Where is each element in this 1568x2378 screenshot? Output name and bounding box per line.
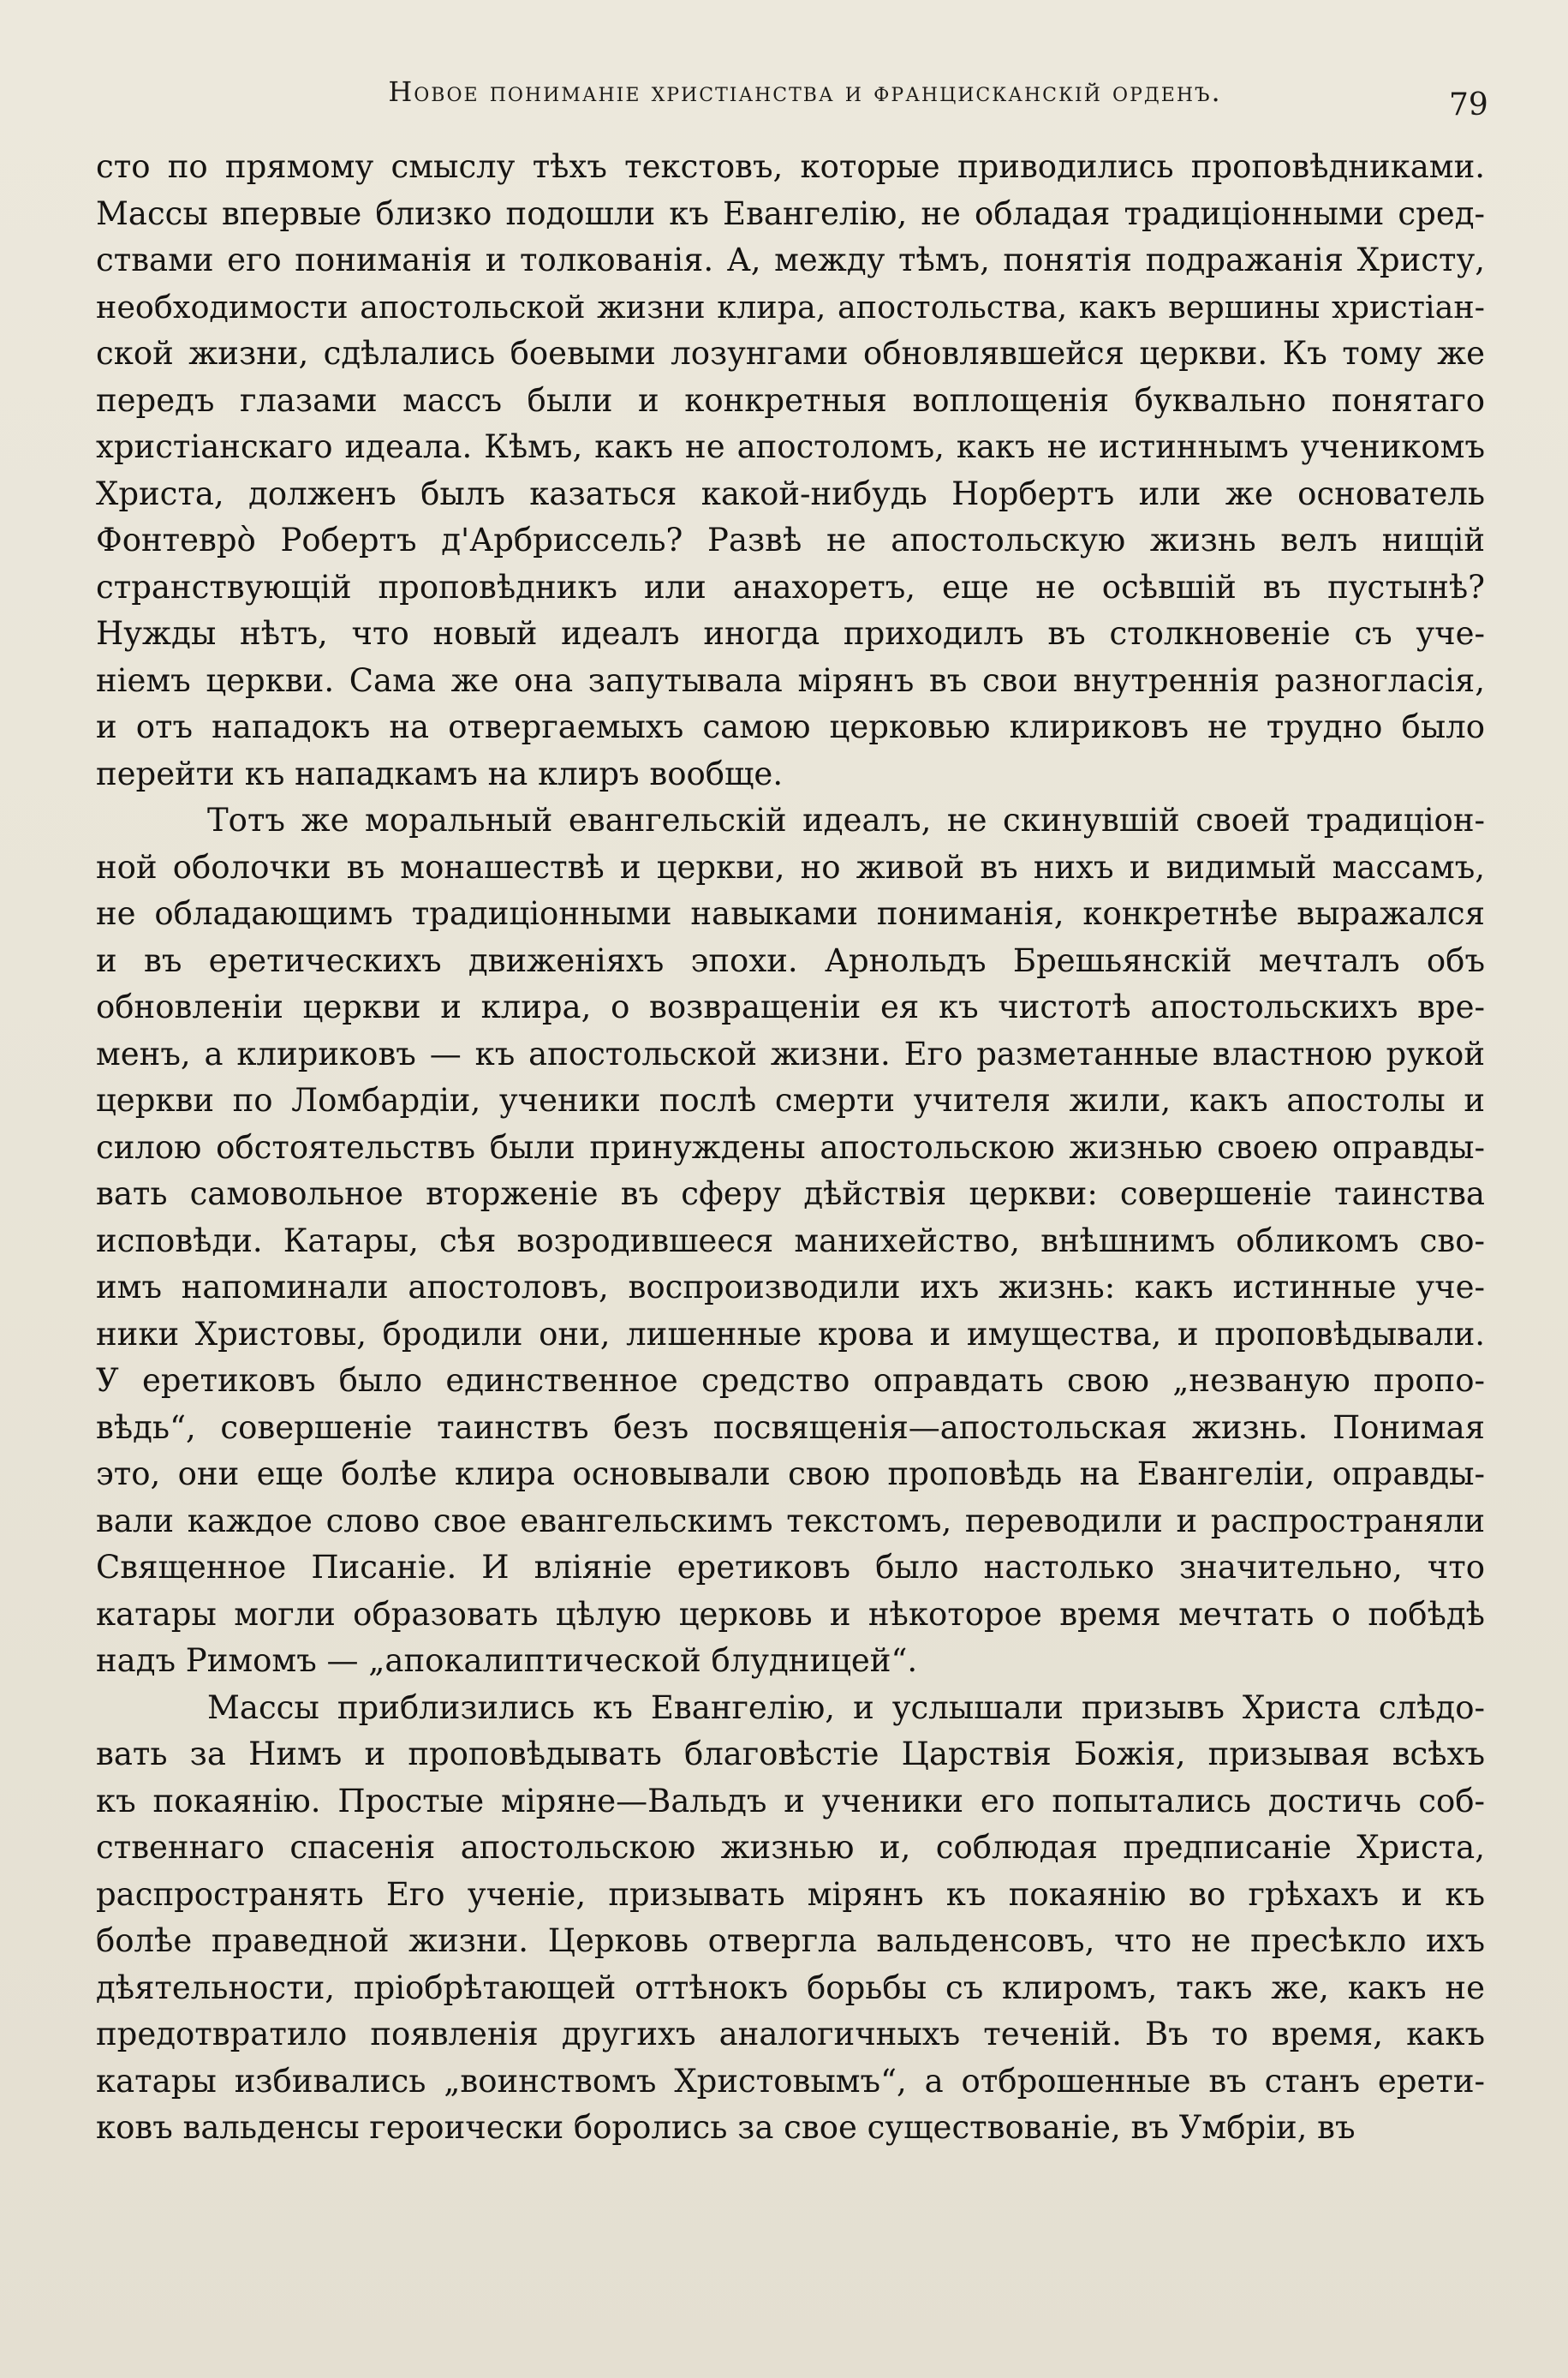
text-line: и въ еретическихъ движеніяхъ эпохи. Арнольдъ Брешьянскій мечталъ объ [96, 941, 1485, 979]
text-line: необходимости апостольской жизни клира, апостольства, какъ вершины христіан- [96, 288, 1485, 326]
paragraph-3 [96, 1685, 1485, 2152]
text-line: вали каждое слово свое евангельскимъ текстомъ, переводили и распространяли [96, 1502, 1485, 1539]
text-line: христіанскаго идеала. Кѣмъ, какъ не апостоломъ, какъ не истиннымъ ученикомъ [96, 428, 1485, 465]
text-line: передъ глазами массъ были и конкретныя воплощенія буквально понятаго [96, 381, 1485, 419]
text-line: болѣе праведной жизни. Церковь отвергла вальденсовъ, что не пресѣкло ихъ [96, 1922, 1485, 1959]
text-line: Массы приблизились къ Евангелію, и услышали призывъ Христа слѣдо- [207, 1688, 1485, 1726]
paragraph-1 [96, 144, 1485, 798]
text-line: У еретиковъ было единственное средство оправдать свою „незваную пропо- [96, 1362, 1485, 1399]
text-line: ніемъ церкви. Сама же она запутывала мірянъ въ свои внутреннія разногласія, [96, 661, 1485, 699]
text-line: Массы впервые близко подошли къ Евангелію, не обладая традиціонными сред- [96, 194, 1485, 232]
text-line: Христа, долженъ былъ казаться какой-нибудь Норбертъ или же основатель [96, 475, 1485, 512]
text-line: это, они еще болѣе клира основывали свою проповѣдь на Евангеліи, оправды- [96, 1455, 1485, 1492]
text-line: ники Христовы, бродили они, лишенные крова и имущества, и проповѣдывали. [96, 1315, 1485, 1353]
text-line: вать за Нимъ и проповѣдывать благовѣстіе Царствія Божія, призывая всѣхъ [96, 1736, 1485, 1772]
text-line: перейти къ нападкамъ на клиръ вообще. [96, 755, 784, 792]
text-line: ственнаго спасенія апостольскою жизнью и, соблюдая предписаніе Христа, [96, 1829, 1485, 1866]
text-line: Фонтевро̀ Робертъ д'Арбриссель? Развѣ не апостольскую жизнь велъ нищій [96, 522, 1485, 559]
paragraph-2 [96, 798, 1485, 1685]
text-line: катары могли образовать цѣлую церковь и нѣкоторое время мечтать о побѣдѣ [96, 1595, 1485, 1633]
page-number: 79 [1449, 87, 1488, 122]
text-line: Тотъ же моральный евангельскій идеалъ, не скинувшій своей традиціон- [207, 802, 1485, 839]
text-line: обновленіи церкви и клира, о возвращеніи ея къ чистотѣ апостольскихъ вре- [96, 989, 1485, 1025]
text-line: дѣятельности, пріобрѣтающей оттѣнокъ борьбы съ клиромъ, такъ же, какъ не [96, 1969, 1485, 2006]
text-line: къ покаянію. Простые міряне—Вальдъ и ученики его попытались достичь соб- [96, 1782, 1485, 1819]
text-line: менъ, а клириковъ — къ апостольской жизни. Его разметанные властною рукой [96, 1035, 1485, 1072]
text-line: вать самовольное вторженіе въ сферу дѣйствія церкви: совершеніе таинства [96, 1175, 1485, 1212]
text-line: вѣдь“, совершеніе таинствъ безъ посвященія—апостольская жизнь. Понимая [96, 1408, 1485, 1446]
text-body [96, 144, 1485, 2152]
text-line: предотвратило появленія другихъ аналогичныхъ теченій. Въ то время, какъ [96, 2016, 1485, 2052]
text-line: надъ Римомъ — „апокалиптической блудницей“. [96, 1642, 918, 1679]
text-line: ской жизни, сдѣлались боевыми лозунгами обновлявшейся церкви. Къ тому же [96, 335, 1485, 372]
text-line: силою обстоятельствъ были принуждены апостольскою жизнью своею оправды- [96, 1128, 1485, 1166]
text-line: и отъ нападокъ на отвергаемыхъ самою церковью клириковъ не трудно было [96, 708, 1485, 745]
text-line: ствами его пониманія и толкованія. А, между тѣмъ, понятія подражанія Христу, [96, 242, 1485, 278]
text-line: церкви по Ломбардіи, ученики послѣ смерти учителя жили, какъ апостолы и [96, 1082, 1485, 1119]
text-line: Нужды нѣтъ, что новый идеалъ иногда приходилъ въ столкновеніе съ уче- [96, 615, 1485, 652]
text-line: имъ напоминали апостоловъ, воспроизводили ихъ жизнь: какъ истинные уче- [96, 1269, 1485, 1306]
text-line: ковъ вальденсы героически боролись за свое существованіе, въ Умбріи, въ [96, 2109, 1356, 2146]
text-line: катары избивались „воинствомъ Христовымъ“, а отброшенные въ станъ ерети- [96, 2062, 1485, 2100]
text-line: не обладающимъ традиціонными навыками пониманія, конкретнѣе выражался [96, 895, 1485, 932]
text-line: распространять Его ученіе, призывать мірянъ къ покаянію во грѣхахъ и къ [96, 1875, 1485, 1913]
text-line: ной оболочки въ монашествѣ и церкви, но живой въ нихъ и видимый массамъ, [96, 848, 1485, 886]
text-line: исповѣди. Катары, сѣя возродившееся манихейство, внѣшнимъ обликомъ сво- [96, 1222, 1485, 1259]
text-line: странствующій проповѣдникъ или анахоретъ, еще не осѣвшій въ пустынѣ? [96, 568, 1485, 606]
running-head: Новое пониманіе христіанства и францисканскій орденъ. [388, 75, 1222, 108]
text-line: сто по прямому смыслу тѣхъ текстовъ, которые приводились проповѣдниками. [96, 148, 1485, 185]
text-line: Священное Писаніе. И вліяніе еретиковъ было настолько значительно, что [96, 1549, 1485, 1586]
